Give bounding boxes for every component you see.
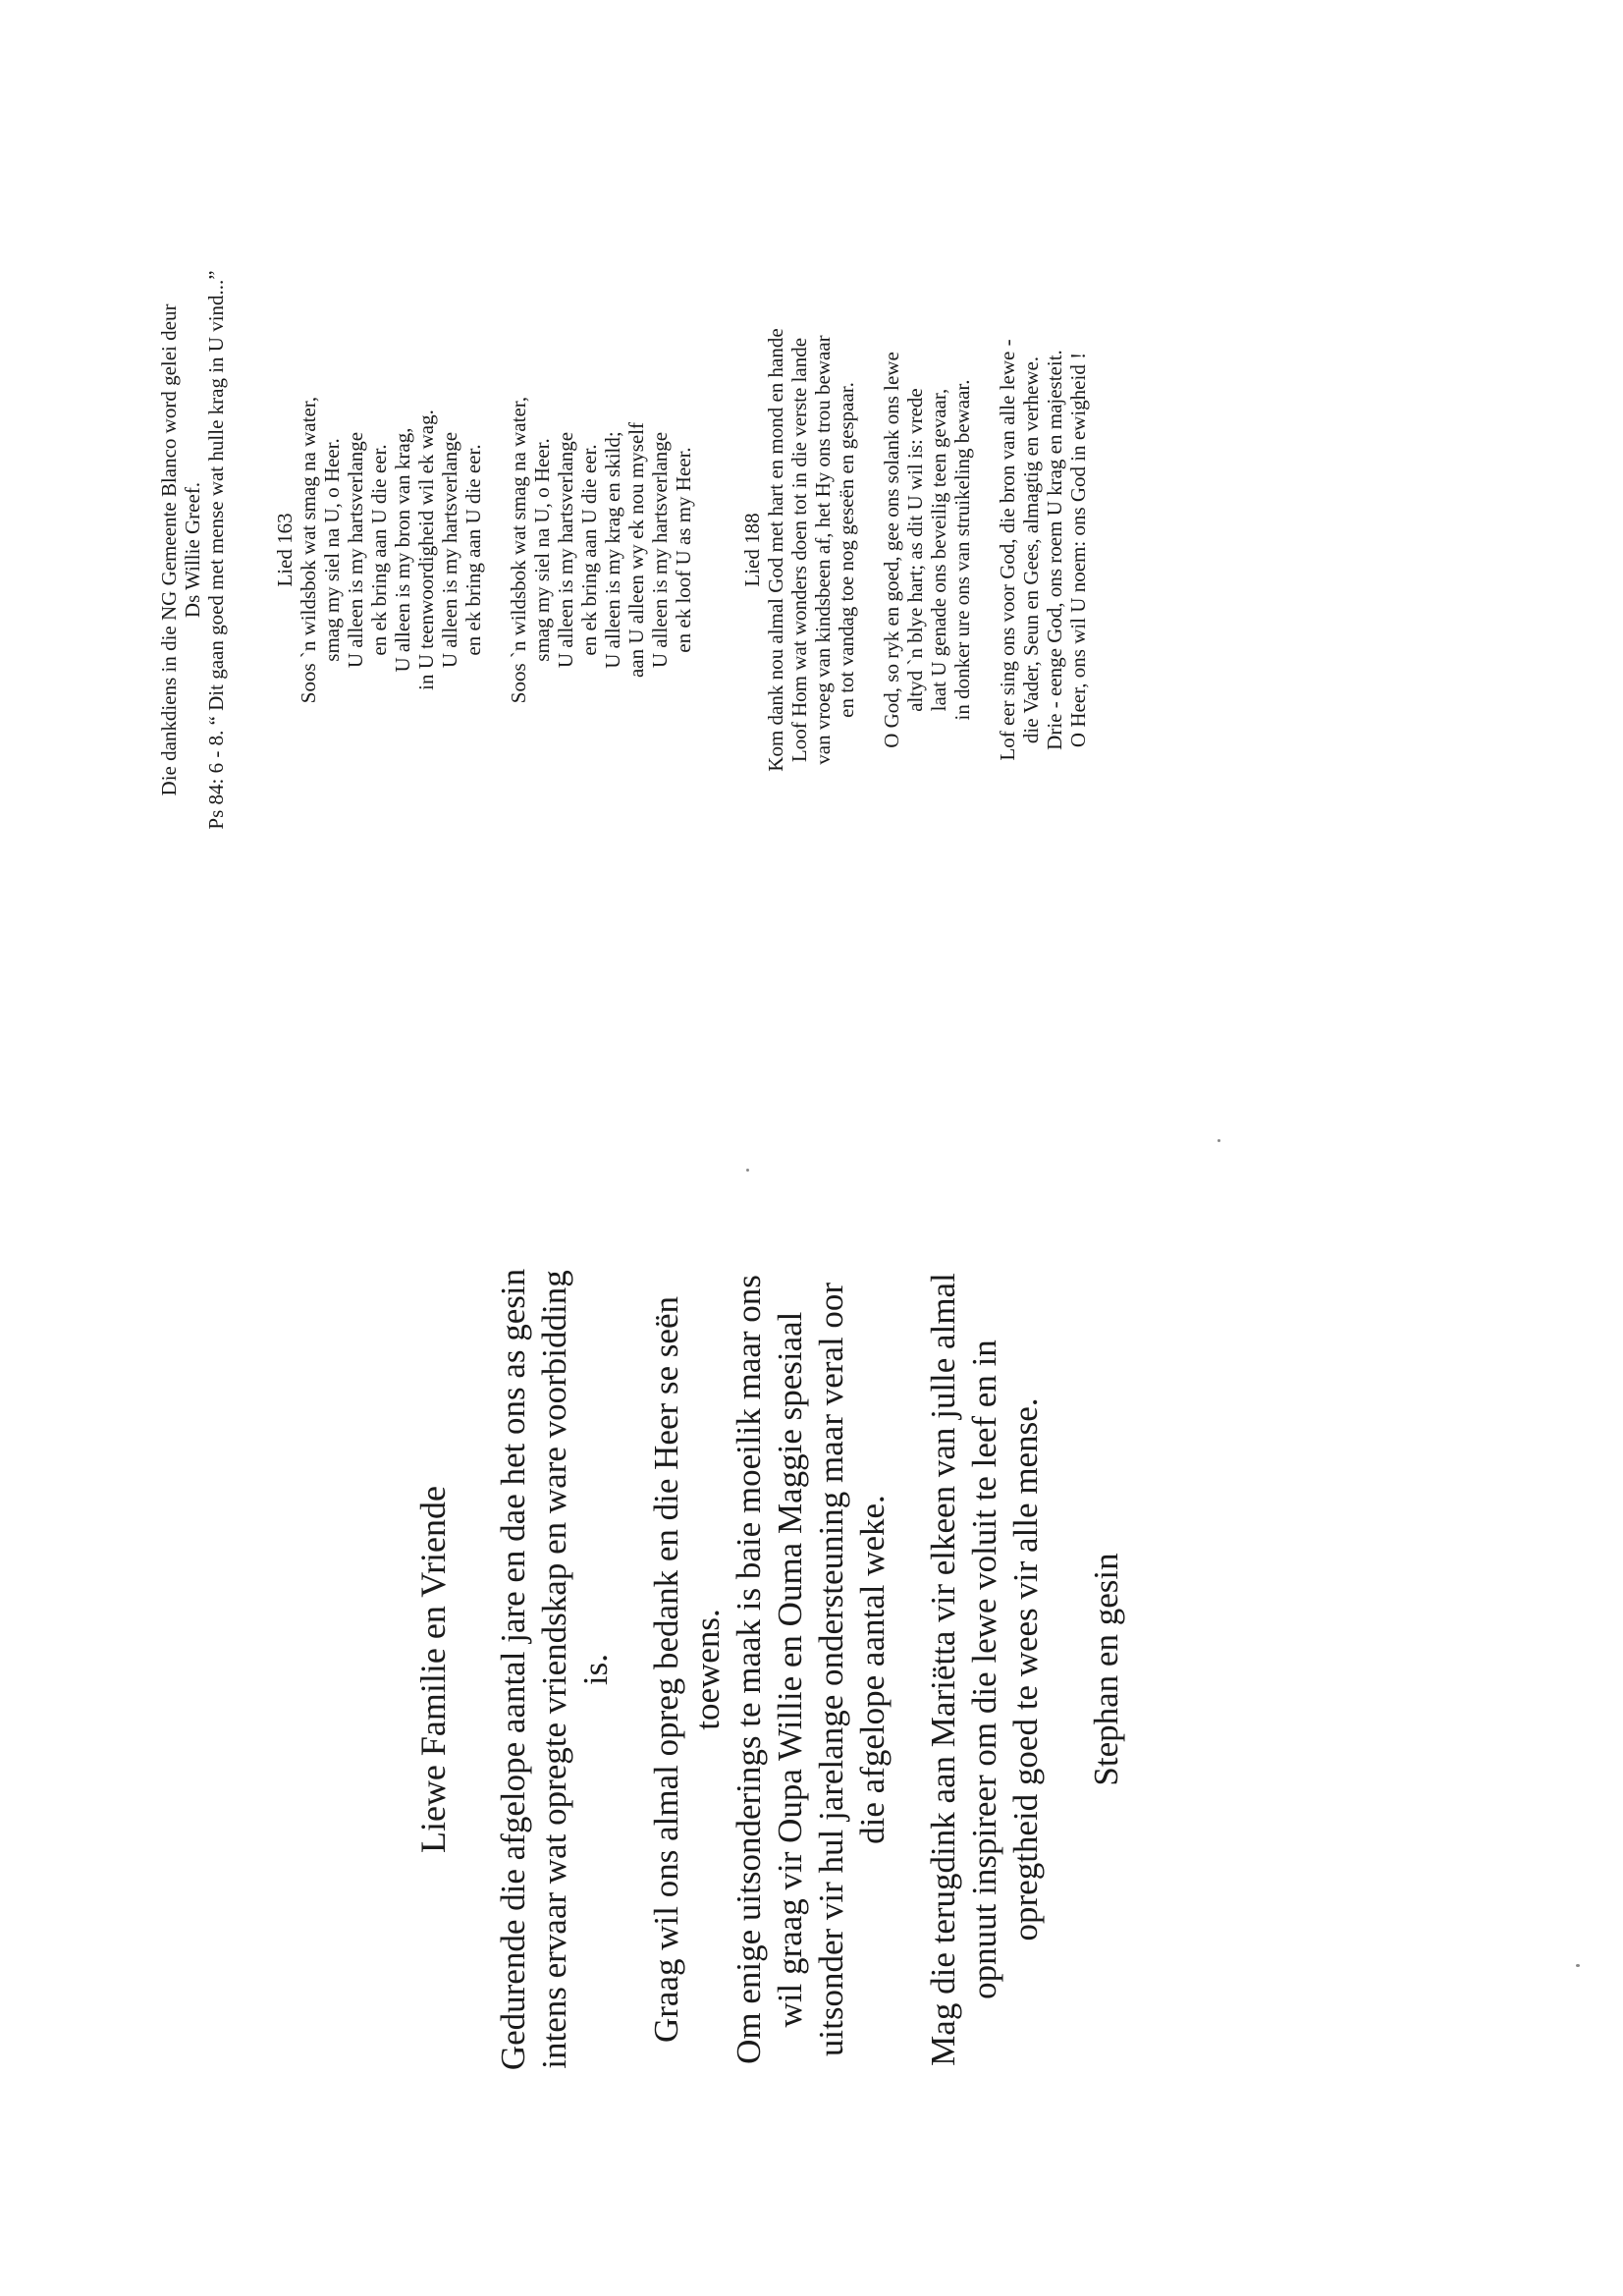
scan-speck [746, 1169, 749, 1172]
letter-line: die afgelope aantal weke. [853, 1495, 892, 1844]
hymn-line: O Heer, ons wil U noem: ons God in ewigheid ! [1066, 352, 1090, 748]
scan-speck [1217, 1139, 1220, 1142]
hymn-163 [273, 108, 695, 992]
hymn-line: smag my siel na U, o Heer. [530, 438, 554, 662]
hymn-line: in donker ure ons van struikeling bewaar. [950, 379, 974, 721]
letter-paragraph-1 [493, 1228, 617, 2111]
hymn-line: U alleen is my krag en skild; [601, 431, 624, 669]
hymn-title: Lied 188 [740, 513, 764, 587]
hymn-line: U alleen is my bron van krag, [391, 427, 414, 673]
hymn-line: en ek loof U as my Heer. [672, 447, 695, 653]
service-line: Die dankdiens in die NG Gemeente Blanco word gelei deur [157, 303, 181, 796]
hymn-line: O God, so ryk en goed, gee ons solank ons lewe [880, 352, 903, 748]
letter-line: wil graag vir Oupa Willie en Ouma Maggie spesiaal [771, 1311, 809, 2028]
hymn-line: en tot vandag toe nog geseën en gespaar. [835, 382, 858, 718]
hymn-line: altyd `n blye hart; as dit U wil is: vrede [903, 388, 927, 712]
scan-speck [1576, 1964, 1580, 1967]
hymn-line: die Vader, Seun en Gees, almagtig en verhewe. [1019, 355, 1043, 744]
letter-line: Gedurende die afgelope aantal jare en dae het ons as gesin [494, 1268, 532, 2071]
hymn-line: in U teenwoordigheid wil ek wag. [414, 410, 438, 690]
hymn-line: en ek bring aan U die eer. [367, 444, 391, 656]
letter-heading: Liewe Familie en Vriende [413, 1485, 453, 1854]
hymn-line: Lof eer sing ons voor God, die bron van alle lewe - [996, 339, 1019, 761]
hymn-line: en ek bring aan U die eer. [461, 444, 485, 656]
hymn-line: laat U genade ons beveilig teen gevaar, [927, 388, 950, 712]
letter-line: opregtheid goed te wees vir alle mense. [1006, 1397, 1045, 1941]
hymn-line: en ek bring aan U die eer. [577, 444, 601, 656]
hymn-line: Drie - eenge God, ons roem U krag en majesteit. [1043, 350, 1066, 750]
letter-paragraph-3 [729, 1228, 893, 2111]
letter-line: Graag wil ons almal opreg bedank en die Heer se seën [647, 1296, 685, 2043]
hymn-title: Lied 163 [273, 513, 297, 587]
letter-line: uitsonder vir hul jarelange ondersteuning maar veral oor [812, 1282, 850, 2057]
letter-line: toewens. [688, 1609, 727, 1730]
hymn-line: van vroeg van kindsbeen af, het Hy ons trou bewaar [811, 335, 835, 765]
thank-you-letter [412, 1228, 1127, 2111]
hymn-line: U alleen is my hartsverlange [648, 431, 672, 669]
hymn-verse [507, 108, 695, 992]
hymn-verse [880, 108, 974, 992]
hymn-verse [764, 108, 858, 992]
scripture-reading: Ps 84: 6 - 8. “ Dit gaan goed met mense wat hulle krag in U vind...” [204, 270, 228, 830]
letter-line: Mag die terugdink aan Mariëtta vir elkeen van julle almal [924, 1273, 962, 2066]
service-programme [157, 108, 1090, 992]
hymn-verse [297, 108, 485, 992]
letter-paragraph-2 [646, 1228, 729, 2111]
hymn-line: aan U alleen wy ek nou myself [624, 421, 648, 679]
hymn-line: Loof Hom wat wonders doen tot in die verste lande [787, 337, 811, 763]
hymn-verse [996, 108, 1090, 992]
service-line: Ds Willie Greef. [181, 481, 204, 619]
letter-line: intens ervaar wat opregte vriendskap en ware voorbidding [535, 1270, 573, 2069]
hymn-line: U alleen is my hartsverlange [344, 431, 367, 669]
hymn-line: Soos `n wildsbok wat smag na water, [507, 396, 530, 704]
letter-paragraph-4 [923, 1228, 1047, 2111]
hymn-line: smag my siel na U, o Heer. [320, 438, 344, 662]
hymn-line: Soos `n wildsbok wat smag na water, [297, 396, 320, 704]
hymn-188 [740, 108, 1090, 992]
letter-signature: Stephan en gesin [1087, 1553, 1125, 1786]
letter-line: opnuut inspireer om die lewe voluit te leef en in [965, 1339, 1003, 1999]
letter-line: Om enige uitsonderings te maak is baie moeilik maar ons [730, 1275, 768, 2064]
hymn-line: Kom dank nou almal God met hart en mond en hande [764, 328, 787, 772]
hymn-line: U alleen is my hartsverlange [438, 431, 461, 669]
letter-line: is. [576, 1653, 615, 1686]
service-details [157, 108, 228, 992]
hymn-line: U alleen is my hartsverlange [554, 431, 577, 669]
